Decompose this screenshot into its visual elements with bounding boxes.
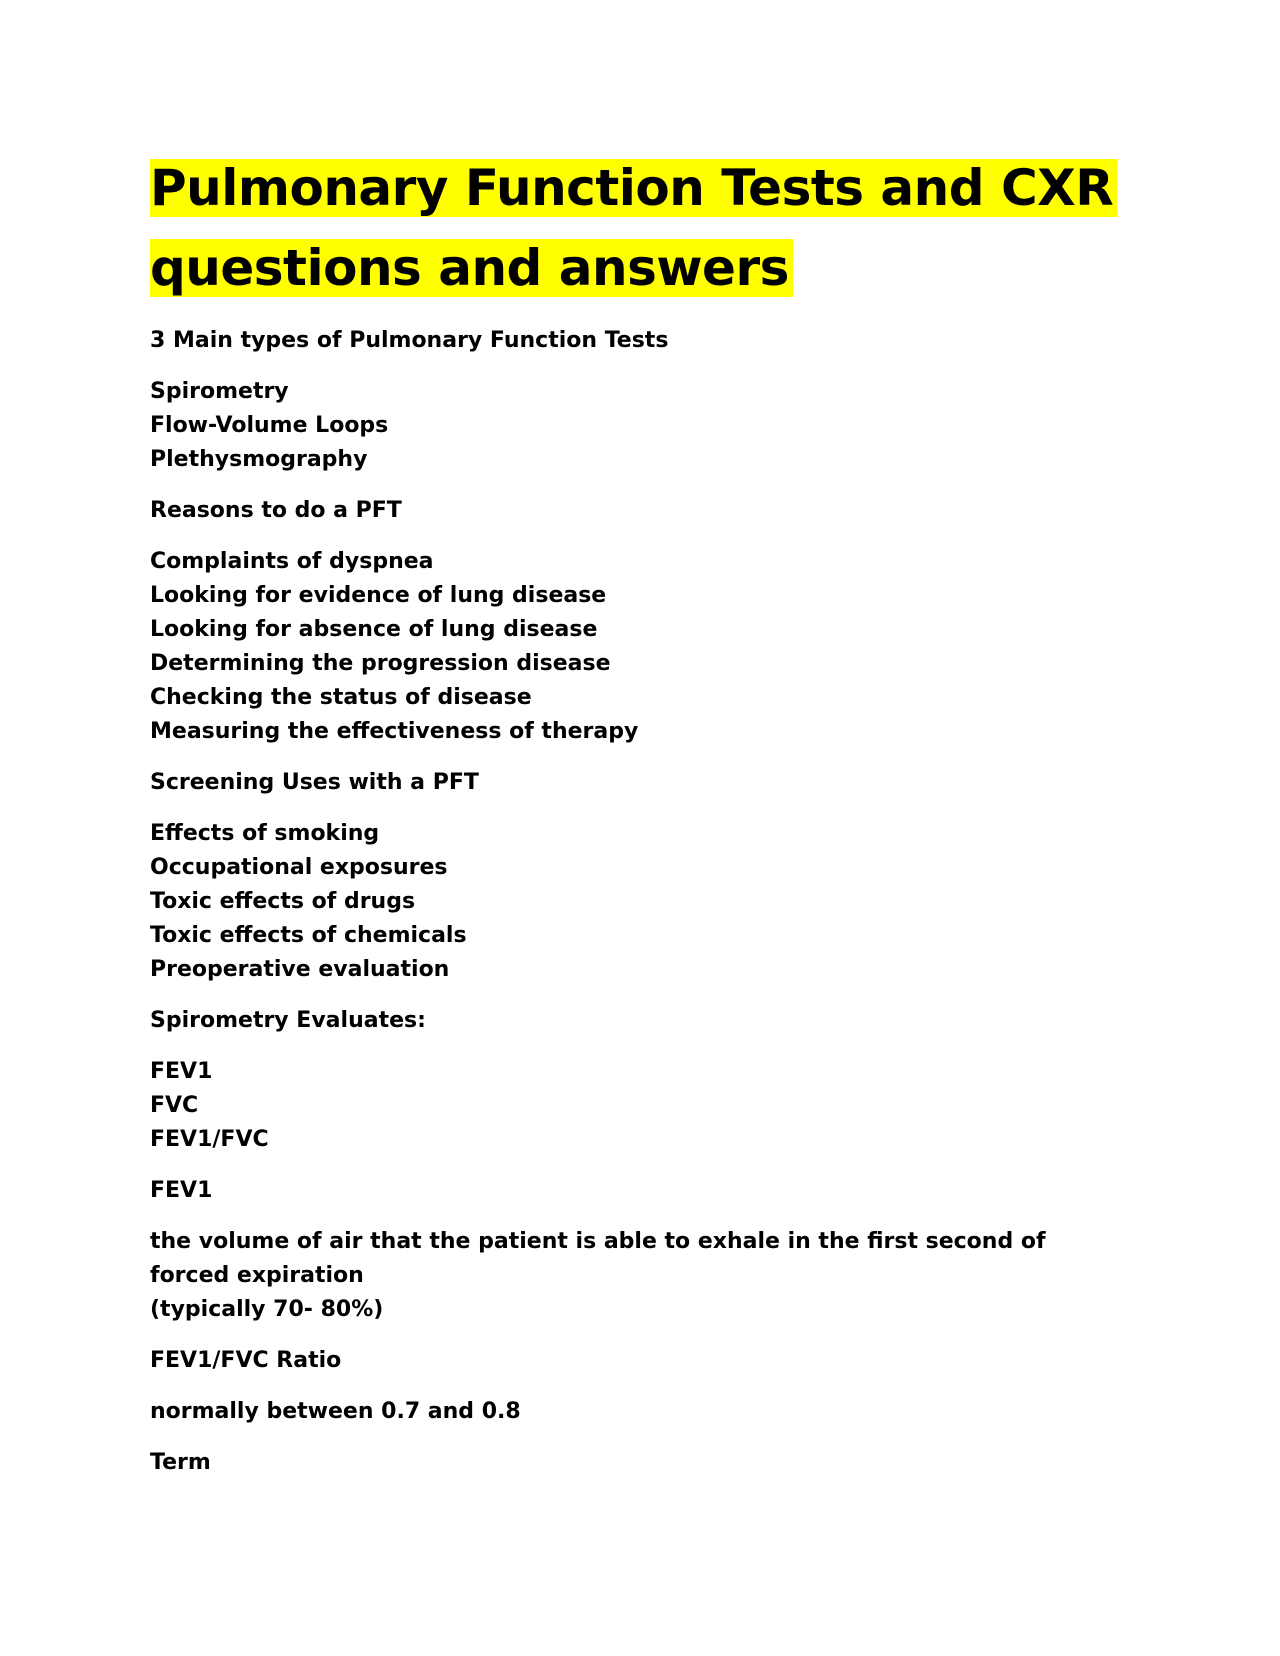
text-line: Looking for absence of lung disease <box>150 617 598 642</box>
text-line: Plethysmography <box>150 447 368 472</box>
text-line: FEV1/FVC <box>150 1127 269 1152</box>
answer-spirometry-evaluates <box>150 1055 1130 1157</box>
text-line: FEV1 <box>150 1059 213 1084</box>
question-reasons <box>150 494 1130 528</box>
title-line <box>150 148 1130 228</box>
title-line <box>150 228 1130 308</box>
text-line: Determining the progression disease <box>150 651 611 676</box>
text-line: Term <box>150 1450 211 1475</box>
document-title <box>150 148 1130 308</box>
document-page <box>150 148 1130 1497</box>
answer-reasons <box>150 545 1130 749</box>
text-line: Spirometry Evaluates: <box>150 1008 426 1033</box>
answer-fev1 <box>150 1225 1130 1327</box>
text-line: FVC <box>150 1093 199 1118</box>
text-line: Occupational exposures <box>150 855 448 880</box>
title-highlight: Pulmonary Function Tests and CXR <box>150 159 1117 217</box>
text-line: 3 Main types of Pulmonary Function Tests <box>150 328 669 353</box>
text-line: Measuring the effectiveness of therapy <box>150 719 639 744</box>
question-fev1 <box>150 1174 1130 1208</box>
answer-fev1-fvc-ratio <box>150 1395 1130 1429</box>
text-line: FEV1/FVC Ratio <box>150 1348 342 1373</box>
text-line: Spirometry <box>150 379 289 404</box>
answer-main-types <box>150 375 1130 477</box>
title-highlight: questions and answers <box>150 239 793 297</box>
text-line: Toxic effects of drugs <box>150 889 416 914</box>
text-line: Checking the status of disease <box>150 685 532 710</box>
text-line: Effects of smoking <box>150 821 380 846</box>
question-spirometry-evaluates <box>150 1004 1130 1038</box>
question-screening <box>150 766 1130 800</box>
text-line: Complaints of dyspnea <box>150 549 434 574</box>
question-main-types <box>150 324 1130 358</box>
text-line: Flow-Volume Loops <box>150 413 389 438</box>
text-line: Reasons to do a PFT <box>150 498 402 523</box>
text-line: normally between 0.7 and 0.8 <box>150 1399 521 1424</box>
text-line: Toxic effects of chemicals <box>150 923 467 948</box>
answer-screening <box>150 817 1130 987</box>
text-line: Screening Uses with a PFT <box>150 770 479 795</box>
text-line: Looking for evidence of lung disease <box>150 583 607 608</box>
question-fev1-fvc-ratio <box>150 1344 1130 1378</box>
text-line: the volume of air that the patient is able to exhale in the first second of forced expiration <box>150 1229 1046 1288</box>
text-line: Preoperative evaluation <box>150 957 450 982</box>
text-line: FEV1 <box>150 1178 213 1203</box>
qa-list <box>150 324 1130 1480</box>
text-line: (typically 70- 80%) <box>150 1297 384 1322</box>
question-term <box>150 1446 1130 1480</box>
